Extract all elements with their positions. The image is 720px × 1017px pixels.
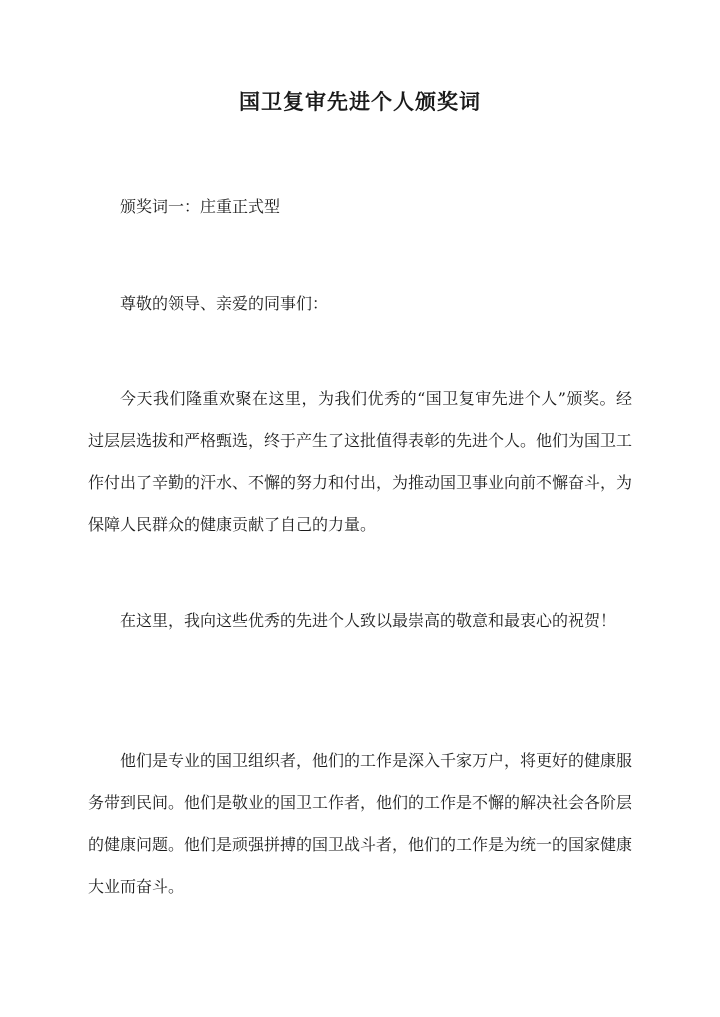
paragraph-description: 他们是专业的国卫组织者，他们的工作是深入千家万户，将更好的健康服务带到民间。他们是敬业的国卫工作者，他们的工作是不懈的解决社会各阶层的健康问题。他们是顽强拼搏的国卫战斗者，他们的工作是为统一的国家健康大业而奋斗。 bbox=[88, 751, 633, 896]
paragraph-salutation: 尊敬的领导、亲爱的同事们： bbox=[120, 294, 329, 313]
document-title: 国卫复审先进个人颁奖词 bbox=[239, 89, 481, 114]
paragraph-congratulation: 在这里，我向这些优秀的先进个人致以最崇高的敬意和最衷心的祝贺！ bbox=[120, 611, 617, 630]
paragraph-heading: 颁奖词一：庄重正式型 bbox=[120, 197, 281, 216]
paragraph-opening: 今天我们隆重欢聚在这里，为我们优秀的“国卫复审先进个人”颁奖。经过层层选拔和严格甄选，终于产生了这批值得表彰的先进个人。他们为国卫工作付出了辛勤的汗水、不懈的努力和付出，为推动国卫事业向前不懈奋斗，为保障人民群众的健康贡献了自己的力量。 bbox=[88, 389, 633, 534]
